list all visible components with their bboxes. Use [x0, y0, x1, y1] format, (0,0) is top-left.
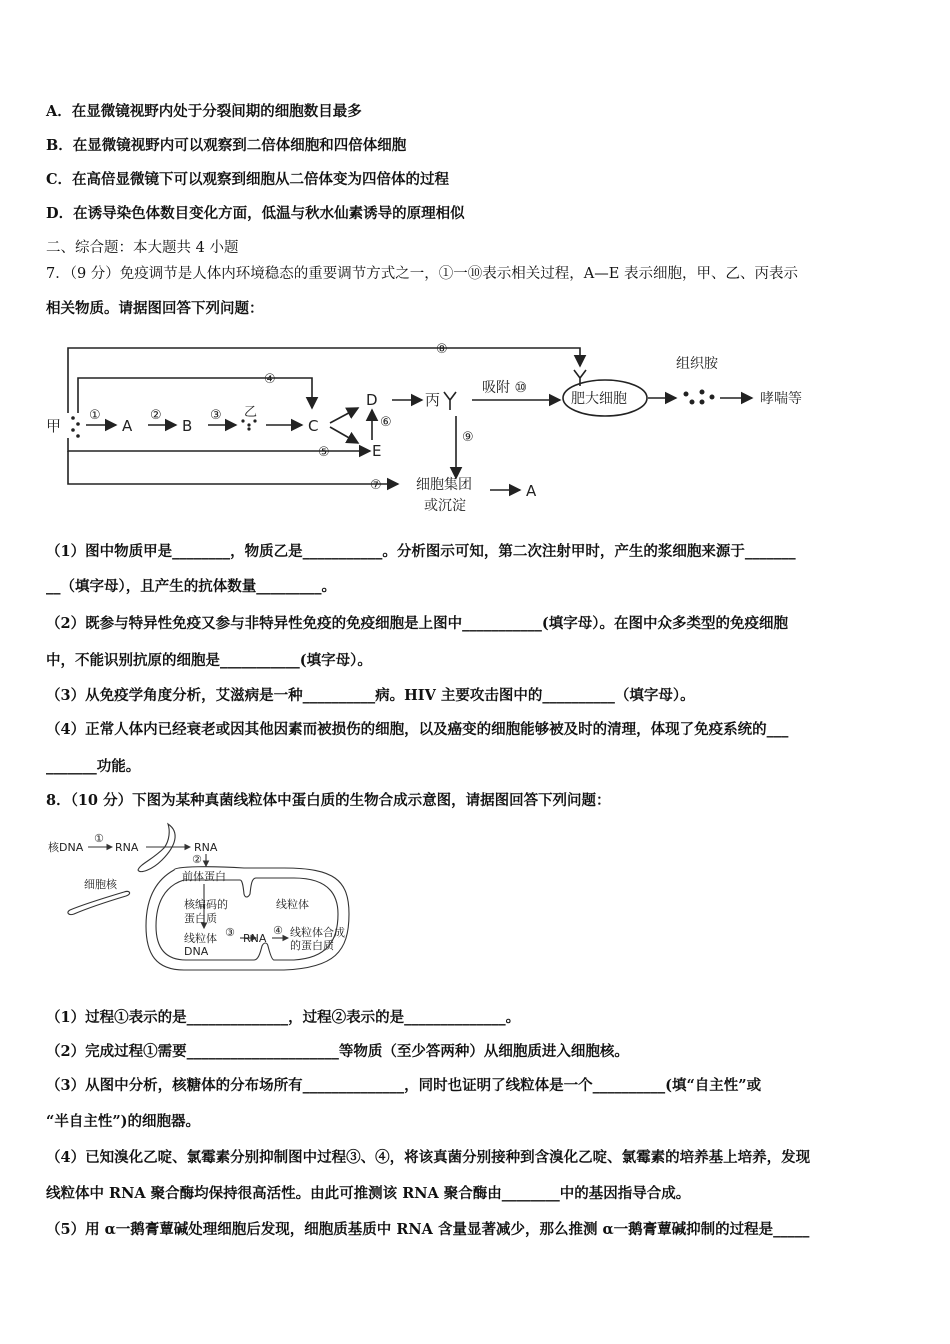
q7-part3: （3）从免疫学角度分析，艾滋病是一种__________病。HIV 主要攻击图中的__________（填字母）。 [46, 687, 695, 704]
immune-diagram [40, 328, 840, 518]
label-c: C [308, 417, 319, 435]
option-b: B．在显微镜视野内可以观察到二倍体细胞和四倍体细胞 [46, 137, 407, 154]
q7-part2-line2: 中，不能识别抗原的细胞是___________(填字母）。 [46, 652, 372, 669]
label-nucleus: 细胞核 [84, 878, 117, 891]
label-mito-dna-2: DNA [184, 945, 209, 958]
q7-intro-line2: 相关物质。请据图回答下列问题： [46, 300, 264, 317]
label-b: B [182, 417, 193, 435]
q8-part3-line2: “半自主性”)的细胞器。 [46, 1113, 201, 1130]
num-4-q8: ④ [273, 924, 283, 937]
num-8: ⑧ [436, 342, 448, 357]
q7-part1-line2: __（填字母），且产生的抗体数量_________。 [46, 578, 336, 595]
label-cluster-1: 细胞集团 [416, 477, 472, 493]
label-rna-1: RNA [115, 841, 139, 854]
q8-intro: 8．（10 分）下图为某种真菌线粒体中蛋白质的生物合成示意图，请据图回答下列问题： [46, 792, 611, 809]
label-asthma: 哮喘等 [760, 391, 802, 407]
label-jia: 甲 [46, 417, 62, 435]
q7-part1-line1: （1）图中物质甲是________，物质乙是___________。分析图示可知，第二次注射甲时，产生的浆细胞来源于_______ [46, 543, 796, 560]
q7-part4-line1: （4）正常人体内已经衰老或因其他因素而被损伤的细胞，以及癌变的细胞能够被及时的清理，体现了免疫系统的___ [46, 721, 789, 738]
label-nuclear-dna: 核DNA [48, 841, 84, 854]
num-6: ⑥ [380, 415, 392, 430]
label-rna-2: RNA [194, 841, 218, 854]
num-4: ④ [264, 372, 276, 387]
label-e: E [372, 442, 382, 460]
num-3: ③ [210, 408, 222, 423]
label-a: A [122, 417, 133, 435]
label-mito-protein-1: 线粒体合成 [290, 926, 345, 939]
num-1-q8: ① [94, 832, 104, 845]
mitochondria-diagram [44, 822, 384, 982]
q8-part4-line1: （4）已知溴化乙啶、氯霉素分别抑制图中过程③、④，将该真菌分别接种到含溴化乙啶、氯霉素的培养基上培养，发现 [46, 1149, 811, 1166]
label-cluster-2: 或沉淀 [424, 498, 466, 514]
label-yi: 乙 [244, 405, 258, 420]
label-mito: 线粒体 [276, 898, 309, 911]
label-rna-3: RNA [243, 932, 267, 945]
label-histamine: 组织胺 [676, 356, 718, 372]
label-d: D [366, 391, 378, 409]
num-2-q8: ② [192, 853, 202, 866]
q8-part2: （2）完成过程①需要_____________________等物质（至少答两种）从细胞质进入细胞核。 [46, 1043, 629, 1060]
option-a: A．在显微镜视野内处于分裂间期的细胞数目最多 [46, 103, 362, 120]
label-nuc-encoded-2: 蛋白质 [184, 912, 217, 925]
q8-part5: （5）用 α一鹅膏蕈碱处理细胞后发现，细胞质基质中 RNA 含量显著减少，那么推测 α一鹅膏蕈碱抑制的过程是_____ [46, 1221, 810, 1238]
num-5: ⑤ [318, 445, 330, 460]
q7-part4-line2: _______功能。 [46, 758, 141, 775]
q8-part4-line2: 线粒体中 RNA 聚合酶均保持很高活性。由此可推测该 RNA 聚合酶由________中的基因指导合成。 [46, 1185, 691, 1202]
num-2: ② [150, 408, 162, 423]
option-d: D．在诱导染色体数目变化方面，低温与秋水仙素诱导的原理相似 [46, 205, 465, 222]
label-mito-dna-1: 线粒体 [184, 932, 217, 945]
label-precursor: 前体蛋白 [182, 870, 226, 883]
label-mast-cell: 肥大细胞 [571, 391, 627, 407]
q7-part2-line1: （2）既参与特异性免疫又参与非特异性免疫的免疫细胞是上图中___________(填字母）。在图中众多类型的免疫细胞 [46, 615, 788, 632]
label-cluster-to: A [526, 482, 537, 500]
q7-intro-line1: 7．（9 分）免疫调节是人体内环境稳态的重要调节方式之一，①一⑩表示相关过程，A—E 表示细胞，甲、乙、丙表示 [46, 266, 798, 282]
label-bing: 丙 [425, 391, 441, 409]
num-9: ⑨ [462, 430, 474, 445]
label-nuc-encoded-1: 核编码的 [184, 898, 228, 911]
label-mito-protein-2: 的蛋白质 [290, 939, 334, 952]
q8-part1: （1）过程①表示的是______________，过程②表示的是______________。 [46, 1009, 521, 1026]
label-adsorb: 吸附 ⑩ [482, 380, 528, 396]
num-7: ⑦ [370, 478, 382, 493]
num-1: ① [89, 408, 101, 423]
num-3-q8: ③ [225, 926, 235, 939]
option-c: C．在高倍显微镜下可以观察到细胞从二倍体变为四倍体的过程 [46, 171, 450, 188]
q8-part3-line1: （3）从图中分析，核糖体的分布场所有______________，同时也证明了线粒体是一个__________(填“自主性”或 [46, 1077, 762, 1094]
section-heading: 二、综合题：本大题共 4 小题 [46, 240, 239, 256]
